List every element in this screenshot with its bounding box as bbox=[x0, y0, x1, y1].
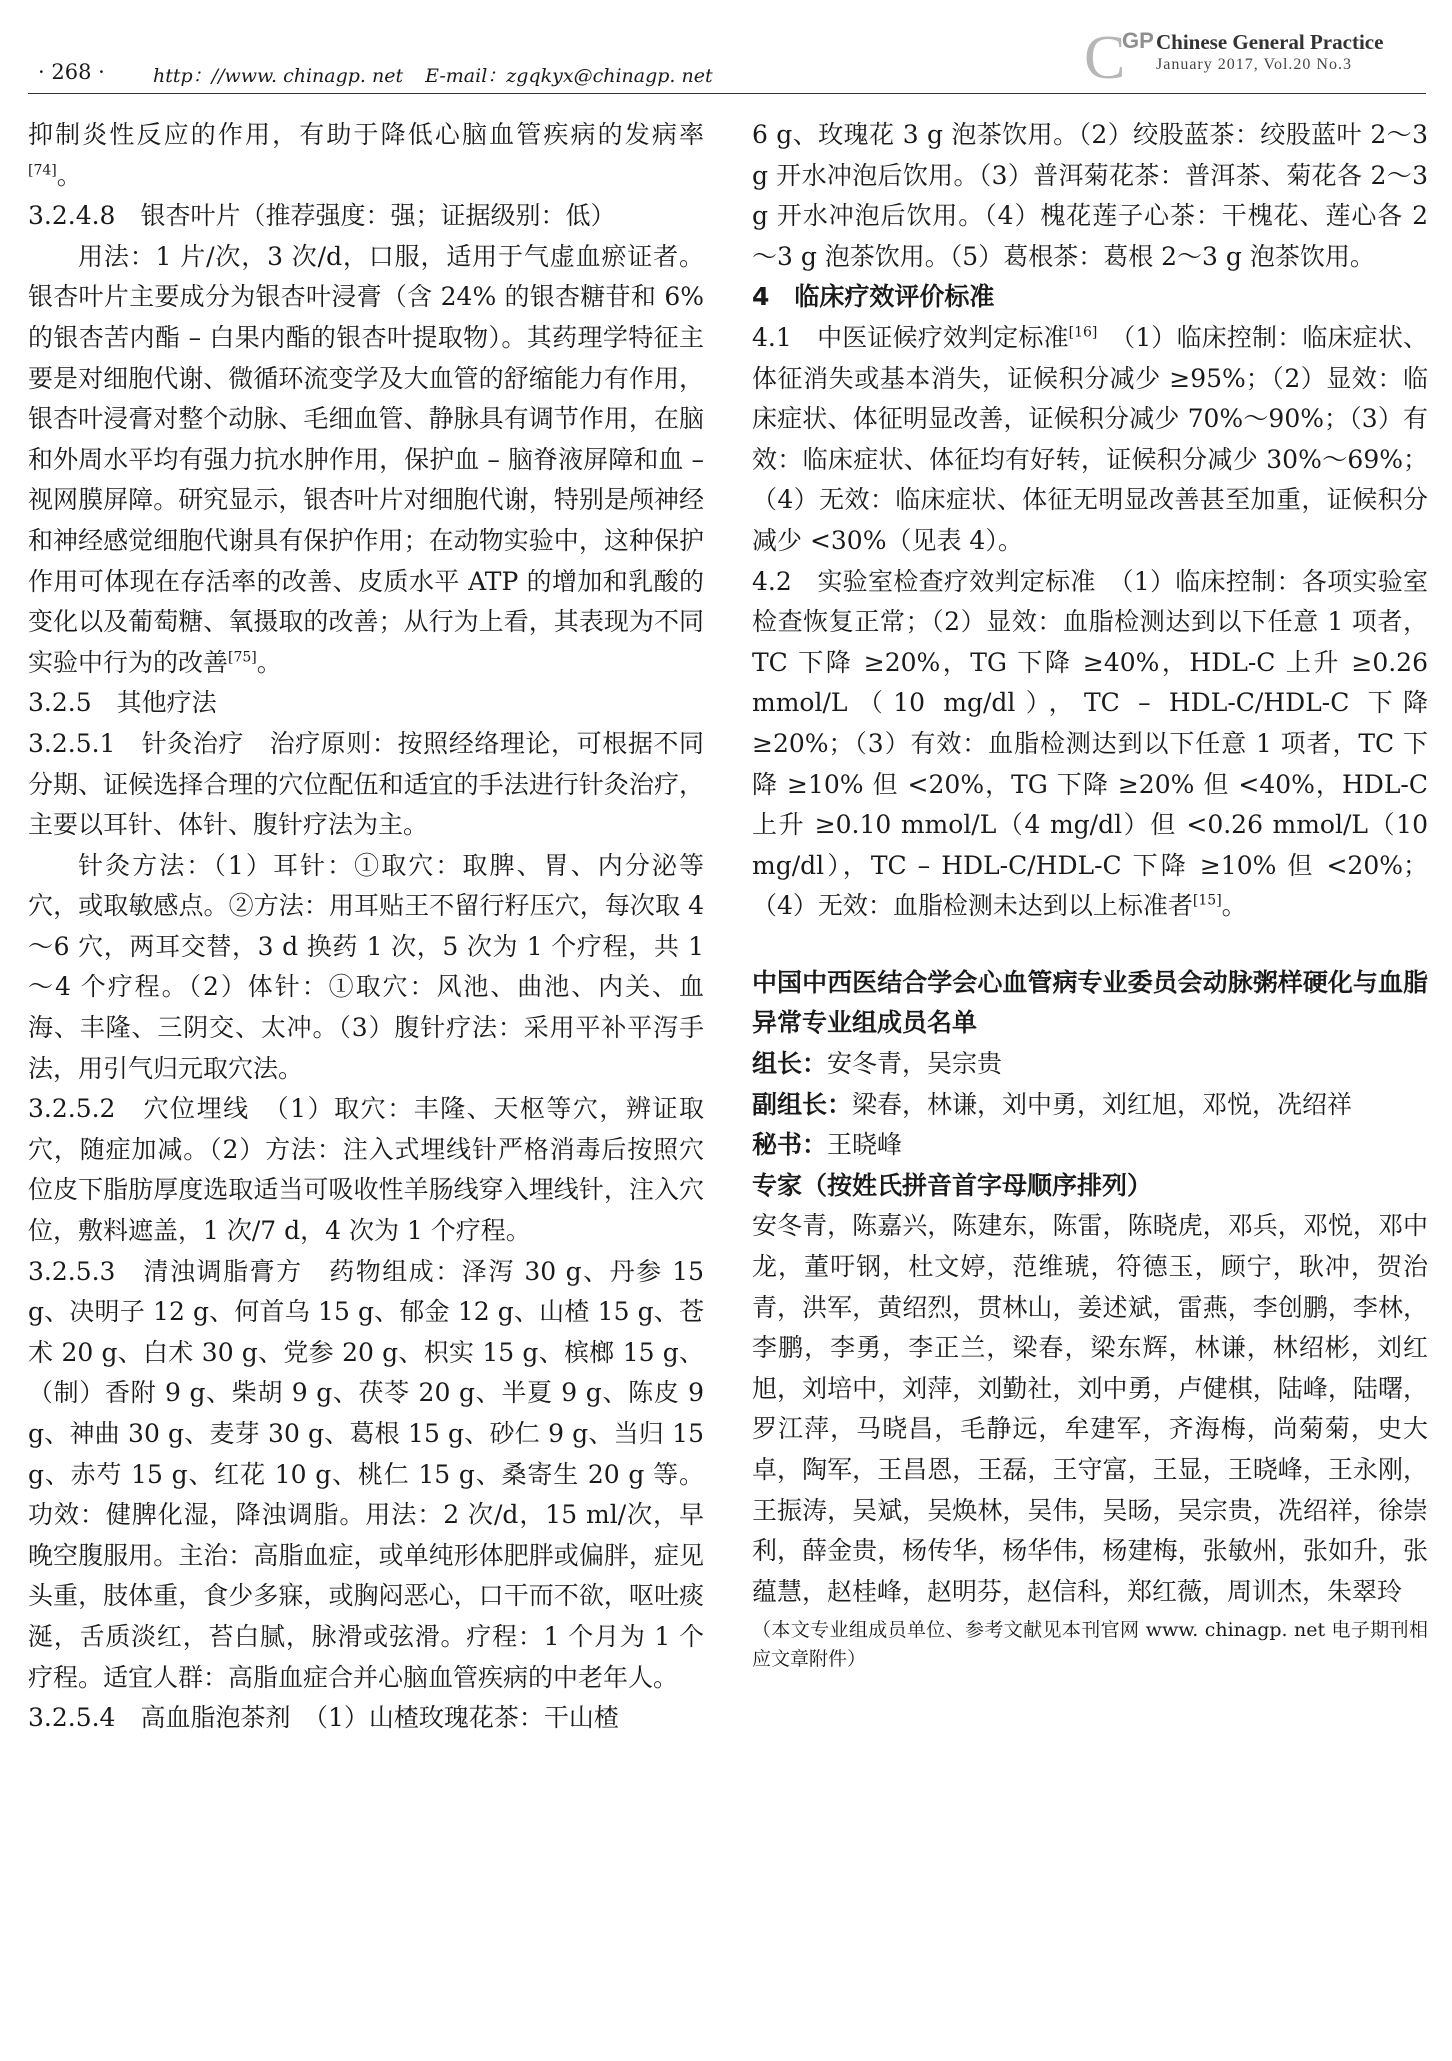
citation: [75] bbox=[228, 649, 257, 666]
paragraph-lab-efficacy: 4.2 实验室检查疗效判定标准 （1）临床控制：各项实验室检查恢复正常；（2）显效：血脂检测达到以下任意 1 项者，TC 下降 ≥20%，TG 下降 ≥40%，HDL-C 上升 ≥0.26 mmol/L（10 mg/dl），TC – HDL-C/HDL-C 下降 ≥20%；（3）有效：血脂检测达到以下任意 1 项者，TC 下降 ≥10% 但 <20%，TG 下降 ≥20% 但 <40%，HDL-C 上升 ≥0.10 mmol/L（4 mg/dl）但 <0.26 mmol/L（10 mg/dl），TC – HDL-C/HDL-C 下降 ≥10% 但 <20%；（4）无效：血脂检测未达到以上标准者[15]。 bbox=[752, 566, 1428, 921]
paragraph-acupuncture-methods: 针灸方法：（1）耳针：①取穴：取脾、胃、内分泌等穴，或取敏感点。②方法：用耳贴王不留行籽压穴，每次取 4～6 穴，两耳交替，3 d 换药 1 次，5 次为 1 个疗程，共 1～4 个疗程。（2）体针：①取穴：风池、曲池、内关、血海、丰隆、三阴交、太冲。（3）腹针疗法：采用平补平泻手法，用引气归元取穴法。 bbox=[28, 850, 704, 1083]
paragraph-tcm-efficacy: 4.1 中医证候疗效判定标准[16] （1）临床控制：临床症状、体征消失或基本消失，证候积分减少 ≥95%；（2）显效：临床症状、体征明显改善，证候积分减少 70%～90%；（3）有效：临床症状、体征均有好转，证候积分减少 30%～69%；（4）无效：临床症状、体征无明显改善甚至加重，证候积分减少 <30%（见表 4）。 bbox=[752, 322, 1428, 555]
committee-vice-leader: 副组长：梁春，林谦，刘中勇，刘红旭，邓悦，冼绍祥 bbox=[752, 1089, 1353, 1119]
paragraph-catgut-embedding: 3.2.5.2 穴位埋线 （1）取穴：丰隆、天枢等穴，辨证取穴，随症加减。（2）方法：注入式埋线针严格消毒后按照穴位皮下脂肪厚度选取适当可吸收性羊肠线穿入埋线针，注入穴位，敷料遮盖，1 次/7 d，4 次为 1 个疗程。 bbox=[28, 1094, 704, 1246]
page-header bbox=[28, 24, 1424, 92]
section-heading-ginkgo: 3.2.4.8 银杏叶片（推荐强度：强；证据级别：低） bbox=[28, 201, 616, 231]
committee-leader: 组长：安冬青，吴宗贵 bbox=[752, 1049, 1003, 1079]
right-column bbox=[752, 115, 1428, 1674]
committee-experts-list: 安冬青，陈嘉兴，陈建东，陈雷，陈晓虎，邓兵，邓悦，邓中龙，董吁钢，杜文婷，范维琥，符德玉，顾宁，耿冲，贺治青，洪军，黄绍烈，贯林山，姜述斌，雷燕，李创鹏，李林，李鹏，李勇，李正兰，梁春，梁东辉，林谦，林绍彬，刘红旭，刘培中，刘萍，刘勤社，刘中勇，卢健棋，陆峰，陆曙，罗江萍，马晓昌，毛静远，牟建军，齐海梅，尚菊菊，史大卓，陶军，王昌恩，王磊，王守富，王显，王晓峰，王永刚，王振涛，吴斌，吴焕林，吴伟，吴旸，吴宗贵，冼绍祥，徐崇利，薛金贵，杨传华，杨华伟，杨建梅，张敏州，张如升，张蕴慧，赵桂峰，赵明芬，赵信科，郑红薇，周训杰，朱翠玲 bbox=[752, 1211, 1428, 1606]
committee-note: （本文专业组成员单位、参考文献见本刊官网 www. chinagp. net 电子期刊相应文章附件） bbox=[752, 1619, 1428, 1671]
email-link[interactable]: E-mail：zgqkyx@chinagp. net bbox=[425, 65, 713, 87]
section-heading-efficacy: 4 临床疗效评价标准 bbox=[752, 282, 995, 312]
citation: [16] bbox=[1068, 324, 1098, 341]
paragraph-tea-formula-cont: 6 g、玫瑰花 3 g 泡茶饮用。（2）绞股蓝茶：绞股蓝叶 2～3 g 开水冲泡后饮用。（3）普洱菊花茶：普洱茶、菊花各 2～3 g 开水冲泡后饮用。（4）槐花莲子心茶：干槐花、莲心各 2～3 g 泡茶饮用。（5）葛根茶：葛根 2～3 g 泡茶饮用。 bbox=[752, 120, 1428, 271]
journal-logo bbox=[1084, 26, 1414, 90]
logo-gp-letters: GP bbox=[1122, 28, 1154, 53]
paragraph: 抑制炎性反应的作用，有助于降低心脑血管疾病的发病率[74]。 bbox=[28, 120, 704, 190]
committee-secretary: 秘书：王晓峰 bbox=[752, 1130, 903, 1160]
citation: [15] bbox=[1192, 892, 1222, 909]
header-contact bbox=[153, 61, 713, 88]
journal-title: Chinese General Practice bbox=[1156, 30, 1384, 54]
paragraph-paste-formula: 3.2.5.3 清浊调脂膏方 药物组成：泽泻 30 g、丹参 15 g、决明子 12 g、何首乌 15 g、郁金 12 g、山楂 15 g、苍术 20 g、白术 30 g、党参 20 g、枳实 15 g、槟榔 15 g、（制）香附 9 g、柴胡 9 g、茯苓 20 g、半夏 9 g、陈皮 9 g、神曲 30 g、麦芽 30 g、葛根 15 g、砂仁 9 g、当归 15 g、赤芍 15 g、红花 10 g、桃仁 15 g、桑寄生 20 g 等。功效：健脾化湿，降浊调脂。用法：2 次/d，15 ml/次，早晚空腹服用。主治：高脂血症，或单纯形体肥胖或偏胖，症见头重，肢体重，食少多寐，或胸闷恶心，口干而不欲，呕吐痰涎，舌质淡红，苔白腻，脉滑或弦滑。疗程：1 个月为 1 个疗程。适宜人群：高脂血症合并心脑血管疾病的中老年人。 bbox=[28, 1256, 704, 1692]
section-heading-other-therapies: 3.2.5 其他疗法 bbox=[28, 688, 217, 718]
header-divider bbox=[28, 93, 1426, 94]
committee-experts-label: 专家（按姓氏拼音首字母顺序排列） bbox=[752, 1170, 1153, 1200]
committee-title: 中国中西医结合学会心血管病专业委员会动脉粥样硬化与血脂异常专业组成员名单 bbox=[752, 967, 1428, 1038]
website-link[interactable]: http：//www. chinagp. net bbox=[153, 65, 404, 87]
left-column bbox=[28, 115, 704, 1739]
journal-issue: January 2017, Vol.20 No.3 bbox=[1156, 56, 1352, 73]
paragraph: 用法：1 片/次，3 次/d，口服，适用于气虚血瘀证者。银杏叶片主要成分为银杏叶浸膏（含 24% 的银杏糖苷和 6% 的银杏苦内酯 – 白果内酯的银杏叶提取物）。其药理学特征主要是对细胞代谢、微循环流变学及大血管的舒缩能力有作用，银杏叶浸膏对整个动脉、毛细血管、静脉具有调节作用，在脑和外周水平均有强力抗水肿作用，保护血 – 脑脊液屏障和血 – 视网膜屏障。研究显示，银杏叶片对细胞代谢，特别是颅神经和神经感觉细胞代谢具有保护作用；在动物实验中，这种保护作用可体现在存活率的改善、皮质水平 ATP 的增加和乳酸的变化以及葡萄糖、氧摄取的改善；从行为上看，其表现为不同实验中行为的改善[75]。 bbox=[28, 241, 704, 677]
paragraph-acupuncture: 3.2.5.1 针灸治疗 治疗原则：按照经络理论，可根据不同分期、证候选择合理的穴位配伍和适宜的手法进行针灸治疗，主要以耳针、体针、腹针疗法为主。 bbox=[28, 728, 704, 840]
logo-c-letter: C bbox=[1084, 24, 1126, 92]
paragraph-tea-formula: 3.2.5.4 高血脂泡茶剂 （1）山楂玫瑰花茶：干山楂 bbox=[28, 1703, 619, 1733]
citation: [74] bbox=[28, 162, 57, 179]
page-number: · 268 · bbox=[38, 60, 105, 84]
committee-section bbox=[752, 963, 1428, 1675]
